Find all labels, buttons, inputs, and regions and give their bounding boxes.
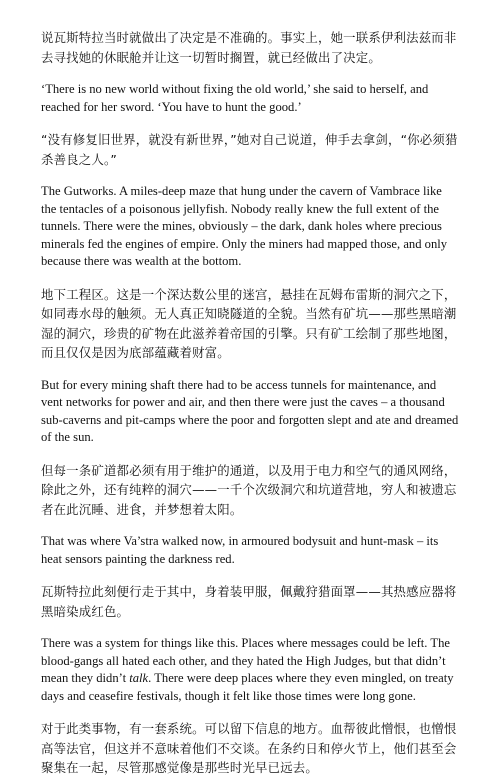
italic-word: talk <box>129 671 149 685</box>
paragraph-zh-2: “没有修复旧世界，就没有新世界，”她对自己说道，伸手去拿剑，“你必须猎杀善良之人。” <box>41 132 458 167</box>
paragraph-zh-1: 说瓦斯特拉当时就做出了决定是不准确的。事实上，她一联系伊利法兹而非去寻找她的休眠舱并让这一切暂时搁置，就已经做出了决定。 <box>41 30 457 65</box>
paragraph-en-5 <box>41 635 460 705</box>
paragraph-zh-4: 但每一条矿道都必须有用于维护的通道，以及用于电力和空气的通风网络，除此之外，还有纯粹的洞穴——一千个次级洞穴和坑道营地，穷人和被遗忘者在此沉睡、进食，并梦想着太阳。 <box>41 462 457 517</box>
paragraph-zh-5: 瓦斯特拉此刻便行走于其中，身着装甲服，佩戴狩猎面罩——其热感应器将黑暗染成红色。 <box>41 584 457 619</box>
paragraph-en-4: That was where Va’stra walked now, in armoured bodysuit and hunt-mask – its heat sensors painting the darkness red. <box>41 534 439 566</box>
paragraph-zh-3: 地下工程区。这是一个深达数公里的迷宫，悬挂在瓦姆布雷斯的洞穴之下，如同毒水母的触须。无人真正知晓隧道的全貌。当然有矿坑——那些黑暗潮湿的洞穴，珍贵的矿物在此滋养着帝国的引擎。只有矿工绘制了那些地图，而且仅仅是因为底部蕴藏着财富。 <box>41 286 457 360</box>
paragraph-en-3: But for every mining shaft there had to be access tunnels for maintenance, and vent networks for power and air, and then there were just the caves – a thousand sub-caverns and pit-camps where the poor and forgotten slept and ate and dreamed of the sun. <box>41 377 459 444</box>
paragraph-en-2: The Gutworks. A miles-deep maze that hung under the cavern of Vambrace like the tentacles of a poisonous jellyfish. Nobody really knew the full extent of the tunnels. There were the mines, obviously – the dark, dank holes where precious minerals fed the engines of empire. Only the miners had mapped those, and only because there was wealth at the bottom. <box>41 184 448 268</box>
paragraph-en-1: ‘There is no new world without fixing the old world,’ she said to herself, and reached for her sword. ‘You have to hunt the good.’ <box>41 82 429 114</box>
paragraph-en-5-end: . There were deep places where they even mingled, on treaty days and ceasefire festivals, though it felt like those times were long gone. <box>41 671 454 703</box>
paragraph-en-5-start: There was a system for things like this. Places where messages could be left. The blood-gangs all hated each other, and they hated the High Judges, but that didn’t mean they didn’t <box>41 636 450 685</box>
paragraph-zh-6: 对于此类事物，有一套系统。可以留下信息的地方。血帮彼此憎恨，也憎恨高等法官，但这并不意味着他们不交谈。在条约日和停火节上，他们甚至会聚集在一起，尽管那感觉像是那些时光早已远去。 <box>41 721 457 775</box>
